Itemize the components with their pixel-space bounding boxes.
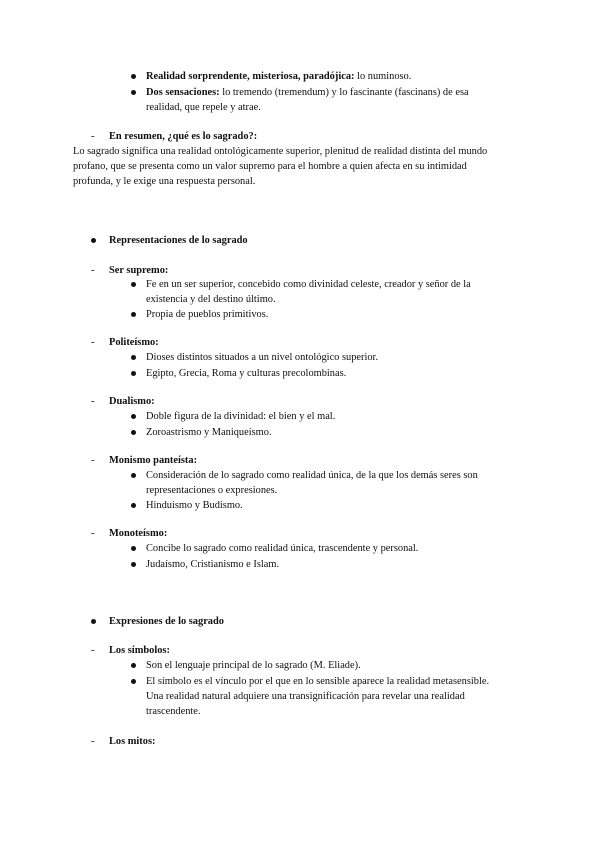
- bullet-text: Fe en un ser superior, concebido como divinidad celeste, creador y señor de la: [146, 279, 471, 290]
- bullet-bold: Dos sensaciones:: [146, 87, 220, 98]
- dash-marker: -: [91, 645, 95, 656]
- bullet-text: Doble figura de la divinidad: el bien y el mal.: [146, 411, 336, 422]
- bullet-text: [146, 86, 469, 100]
- bullet-text: Consideración de lo sagrado como realidad única, de la que los demás seres son: [146, 470, 478, 481]
- bullet-continuation: trascendente.: [146, 706, 201, 717]
- bullet-dot: [131, 90, 136, 95]
- bullet-dot: [131, 371, 136, 376]
- bullet-text: El símbolo es el vínculo por el que en lo sensible aparece la realidad metasensible.: [146, 676, 490, 687]
- bullet-dot: [131, 414, 136, 419]
- bullet-dot: [131, 282, 136, 287]
- bullet-text: Hinduismo y Budismo.: [146, 500, 243, 511]
- bullet-continuation: existencia y del destino último.: [146, 294, 276, 305]
- dash-marker: -: [91, 131, 95, 142]
- bullet-dot: [131, 430, 136, 435]
- subheading-monoteismo: Monoteísmo:: [109, 528, 168, 539]
- section-bullet-dot: [91, 238, 96, 243]
- bullet-dot: [131, 312, 136, 317]
- bullet-text: Egipto, Grecia, Roma y culturas precolombinas.: [146, 368, 347, 379]
- bullet-continuation: Una realidad natural adquiere una transignificación para revelar una realidad: [146, 691, 465, 702]
- summary-line: profunda, y le exige una respuesta personal.: [73, 176, 256, 187]
- bullet-rest: lo tremendo (tremendum) y lo fascinante (fascinans) de esa: [219, 87, 469, 98]
- summary-heading: En resumen, ¿qué es lo sagrado?:: [109, 131, 258, 142]
- dash-marker: -: [91, 736, 95, 747]
- section-bullet-dot: [91, 619, 96, 624]
- section-title-expresiones: Expresiones de lo sagrado: [109, 616, 224, 627]
- bullet-continuation: realidad, que repele y atrae.: [146, 102, 261, 113]
- bullet-text: Dioses distintos situados a un nivel ontológico superior.: [146, 352, 379, 363]
- bullet-dot: [131, 473, 136, 478]
- bullet-dot: [131, 74, 136, 79]
- bullet-text: Zoroastrismo y Maniqueísmo.: [146, 427, 272, 438]
- dash-marker: -: [91, 396, 95, 407]
- bullet-dot: [131, 503, 136, 508]
- bullet-dot: [131, 546, 136, 551]
- bullet-continuation: representaciones o expresiones.: [146, 485, 278, 496]
- bullet-dot: [131, 679, 136, 684]
- bullet-text: Son el lenguaje principal de lo sagrado (M. Eliade).: [146, 660, 361, 671]
- bullet-text: Concibe lo sagrado como realidad única, trascendente y personal.: [146, 543, 419, 554]
- subheading-ser-supremo: Ser supremo:: [109, 265, 169, 276]
- subheading-dualismo: Dualismo:: [109, 396, 155, 407]
- bullet-text: Judaísmo, Cristianismo e Islam.: [146, 559, 280, 570]
- dash-marker: -: [91, 265, 95, 276]
- bullet-text: [146, 70, 411, 84]
- dash-marker: -: [91, 528, 95, 539]
- bullet-bold: Realidad sorprendente, misteriosa, paradójica:: [146, 71, 355, 82]
- bullet-text: Propia de pueblos primitivos.: [146, 309, 269, 320]
- subheading-politeismo: Politeísmo:: [109, 337, 159, 348]
- bullet-dot: [131, 355, 136, 360]
- summary-line: profano, que se presenta como un valor supremo para el hombre a quien afecta en su intimidad: [73, 161, 467, 172]
- subheading-mitos: Los mitos:: [109, 736, 156, 747]
- summary-line: Lo sagrado significa una realidad ontológicamente superior, plenitud de realidad distinta del mundo: [73, 146, 488, 157]
- bullet-rest: lo numinoso.: [354, 71, 412, 82]
- bullet-dot: [131, 562, 136, 567]
- dash-marker: -: [91, 337, 95, 348]
- bullet-dot: [131, 663, 136, 668]
- dash-marker: -: [91, 455, 95, 466]
- subheading-monismo: Monismo panteísta:: [109, 455, 198, 466]
- section-title-representaciones: Representaciones de lo sagrado: [109, 235, 248, 246]
- subheading-simbolos: Los símbolos:: [109, 645, 170, 656]
